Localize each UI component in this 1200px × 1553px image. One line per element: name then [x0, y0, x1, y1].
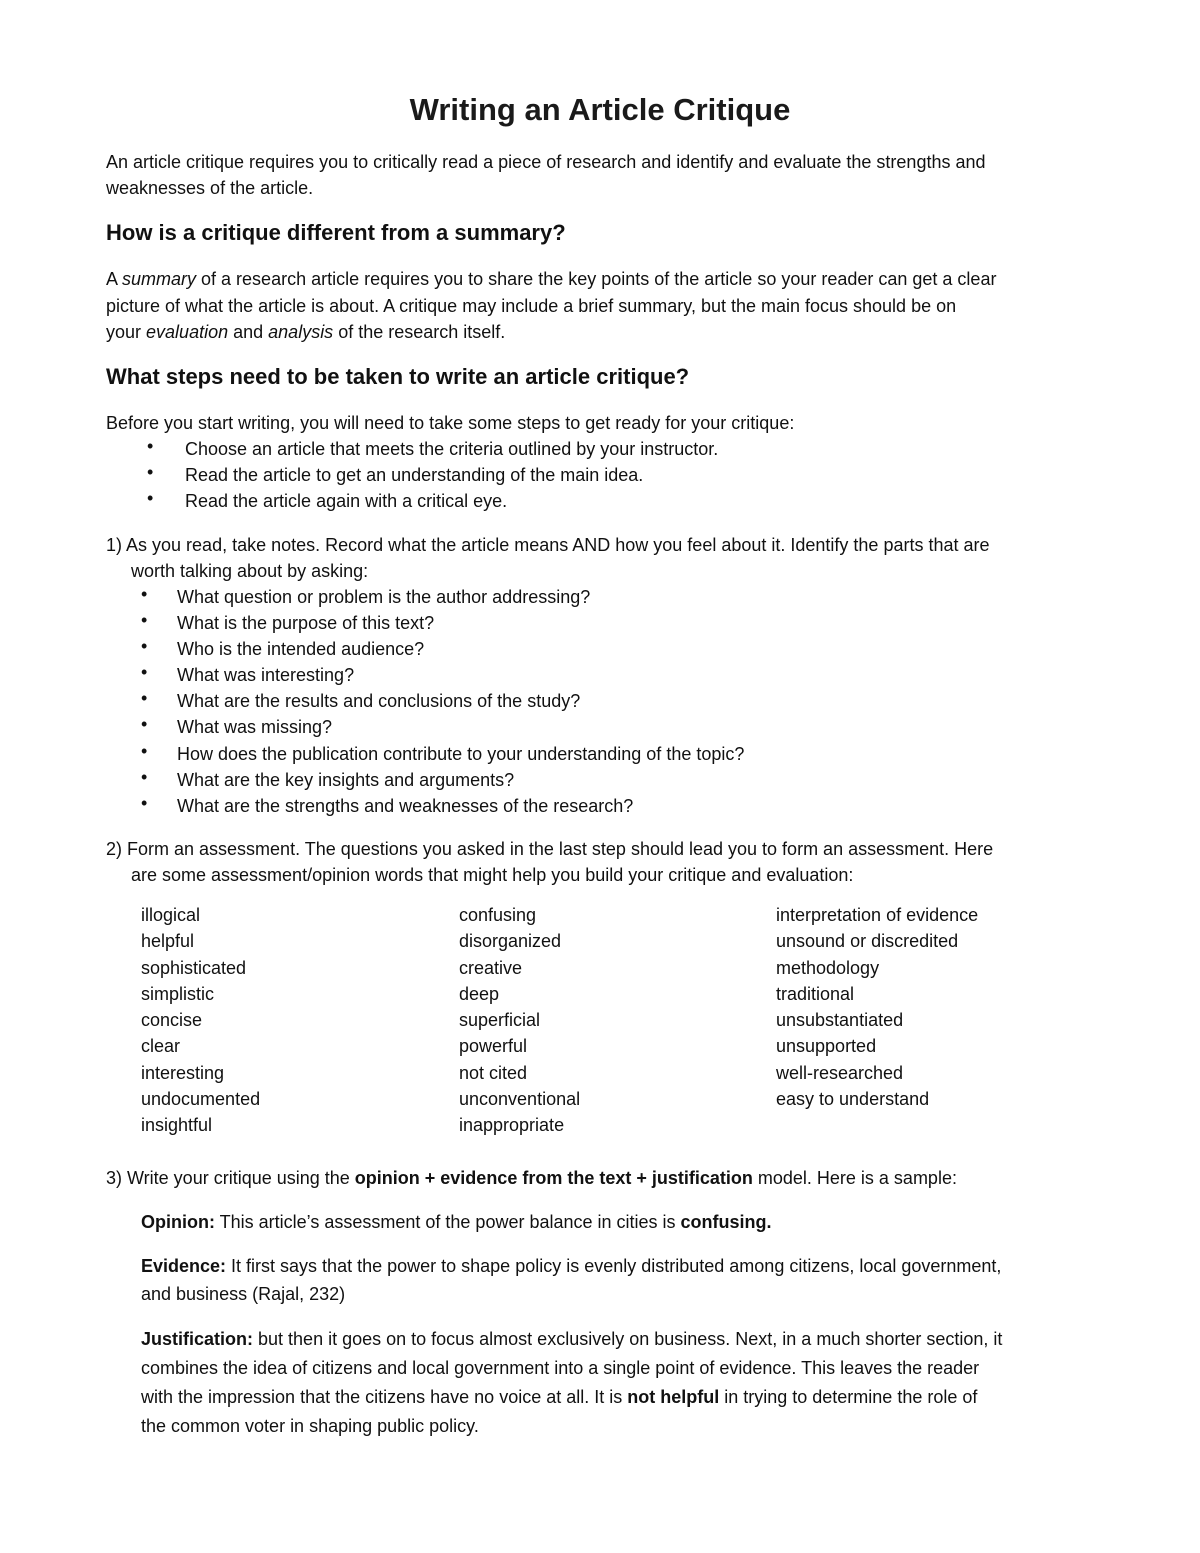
intro-line-2: weaknesses of the article. [106, 178, 314, 198]
list-item: clear [141, 1036, 181, 1056]
bullet-icon: • [147, 488, 154, 508]
list-item: not cited [459, 1063, 528, 1083]
list-item: inappropriate [459, 1115, 565, 1135]
list-item: concise [141, 1010, 203, 1030]
step-1-line-1: 1) As you read, take notes. Record what the article means AND how you feel about it. Identify the parts that are [106, 535, 990, 555]
bullet-icon: • [141, 636, 148, 656]
bullet-icon: • [141, 610, 148, 630]
summary-paragraph-line-1: A summary of a research article requires you to share the key points of the article so your reader can get a clear [106, 269, 997, 289]
justification-sample-line-3: with the impression that the citizens have no voice at all. It is not helpful in trying to determine the role of [141, 1387, 978, 1407]
bullet-icon: • [147, 462, 154, 482]
list-item: illogical [141, 905, 201, 925]
section-heading-steps: What steps need to be taken to write an article critique? [106, 364, 690, 389]
bullet-icon: • [141, 741, 148, 761]
step-number: 1) [106, 535, 123, 555]
bullet-icon: • [141, 584, 148, 604]
list-item: powerful [459, 1036, 528, 1056]
step-2-line-2: are some assessment/opinion words that might help you build your critique and evaluation: [131, 865, 854, 885]
list-item: unsubstantiated [776, 1010, 904, 1030]
bullet-icon: • [141, 793, 148, 813]
list-item: interpretation of evidence [776, 905, 979, 925]
summary-paragraph-line-2: picture of what the article is about. A critique may include a brief summary, but the main focus should be on [106, 296, 957, 316]
page-title: Writing an Article Critique [409, 92, 791, 127]
list-item: confusing [459, 905, 537, 925]
section-heading-summary: How is a critique different from a summary? [106, 220, 566, 245]
justification-label: Justification: [141, 1329, 254, 1349]
bullet-icon: • [141, 714, 148, 734]
justification-sample-line-4: the common voter in shaping public policy. [141, 1416, 479, 1436]
list-item: disorganized [459, 931, 562, 951]
list-item: insightful [141, 1115, 213, 1135]
list-item: unconventional [459, 1089, 581, 1109]
steps-lead-text: Before you start writing, you will need to take some steps to get ready for your critique: [106, 413, 795, 433]
document-page: Writing an Article Critique An article critique requires you to critically read a piece of research and identify and evaluate the strengths and weaknesses of the article. How is a critique different from a summary? A summary of a research article requires you to share the key points of the article so your reader can get a clear picture of what the article is about. A critique may include a brief summary, but the main focus should be on your evaluation and analysis of the research itself. What steps need to be taken to write an article critique? Before you start writing, you will need to take some steps to get ready for your critique: • Choose an article that meets the criteria outlined by your instructor. • Read the article to get an understanding of the main idea. • Read the article again with a critical eye. 1) As you read, take notes. Record what the article means AND how you feel about it. Identify the parts that are worth talking about by asking: • What question or problem is the author addressing? • What is the purpose of this text? • Who is the intended audience? • What was interesting? • What are the results and conclusions of the study? • What was missing? • How does the publication contribute to your understanding of the topic? • What are the key insights and arguments? • What are the strengths and weaknesses of the research? 2) Form an assessment. The questions you asked in the last step should lead you to form an assessment. Here are some assessment/opinion words that might help you build your critique and evaluation: illogical helpful sophisticated simplistic concise clear interesting undocumented insightful confusing disorganized creative deep superficial powerful not cited unconventional inappropriate interpretation of evidence unsound or discredited methodology traditional unsubstantiated unsupported well-researched easy to understand 3) Write your critique using the opinion + evidence from the text + justification model. Here is a sample: Opinion: This article’s assessment of the power balance in cities is confusing. Evidence: It first says that the power to shape policy is evenly distributed among citizens, local government, and business (Rajal, 232) Justification: but then it goes on to focus almost exclusively on business. Next, in a much shorter section, it combines the idea of citizens and local government into a single point of evidence. This leaves the reader with the impression that the citizens have no voice at all. It is not helpful in trying to determine the role of the common voter in shaping public policy. [0, 0, 1200, 1553]
step-1-line-2: worth talking about by asking: [131, 561, 369, 581]
bullet-icon: • [141, 662, 148, 682]
step-3-line-1: 3) Write your critique using the opinion + evidence from the text + justification model. Here is a sample: [106, 1168, 957, 1188]
justification-sample-line-1: Justification: but then it goes on to focus almost exclusively on business. Next, in a much shorter section, it [141, 1329, 1003, 1349]
opinion-label: Opinion: [141, 1212, 215, 1232]
evidence-sample-line-2: and business (Rajal, 232) [141, 1284, 346, 1304]
bullet-icon: • [141, 688, 148, 708]
summary-paragraph-line-3: your evaluation and analysis of the research itself. [106, 322, 506, 342]
list-item: helpful [141, 931, 195, 951]
list-item: easy to understand [776, 1089, 930, 1109]
list-item: creative [459, 958, 523, 978]
step-number: 3) [106, 1168, 123, 1188]
list-item: interesting [141, 1063, 225, 1083]
list-item: undocumented [141, 1089, 261, 1109]
list-item: well-researched [776, 1063, 904, 1083]
list-item: unsupported [776, 1036, 877, 1056]
evidence-label: Evidence: [141, 1256, 227, 1276]
list-item: simplistic [141, 984, 215, 1004]
opinion-sample: Opinion: This article’s assessment of the power balance in cities is confusing. [141, 1212, 772, 1232]
list-item: deep [459, 984, 500, 1004]
list-item: superficial [459, 1010, 541, 1030]
list-item: methodology [776, 958, 880, 978]
step-2-line-1: 2) Form an assessment. The questions you asked in the last step should lead you to form an assessment. Here [106, 839, 994, 859]
evidence-sample-line-1: Evidence: It first says that the power to shape policy is evenly distributed among citizens, local government, [141, 1256, 1002, 1276]
intro-line-1: An article critique requires you to critically read a piece of research and identify and evaluate the strengths and [106, 152, 986, 172]
list-item: traditional [776, 984, 855, 1004]
step-number: 2) [106, 839, 123, 859]
justification-sample-line-2: combines the idea of citizens and local government into a single point of evidence. This leaves the reader [141, 1358, 980, 1378]
bullet-icon: • [141, 767, 148, 787]
bullet-icon: • [147, 436, 154, 456]
list-item: sophisticated [141, 958, 247, 978]
list-item: unsound or discredited [776, 931, 959, 951]
